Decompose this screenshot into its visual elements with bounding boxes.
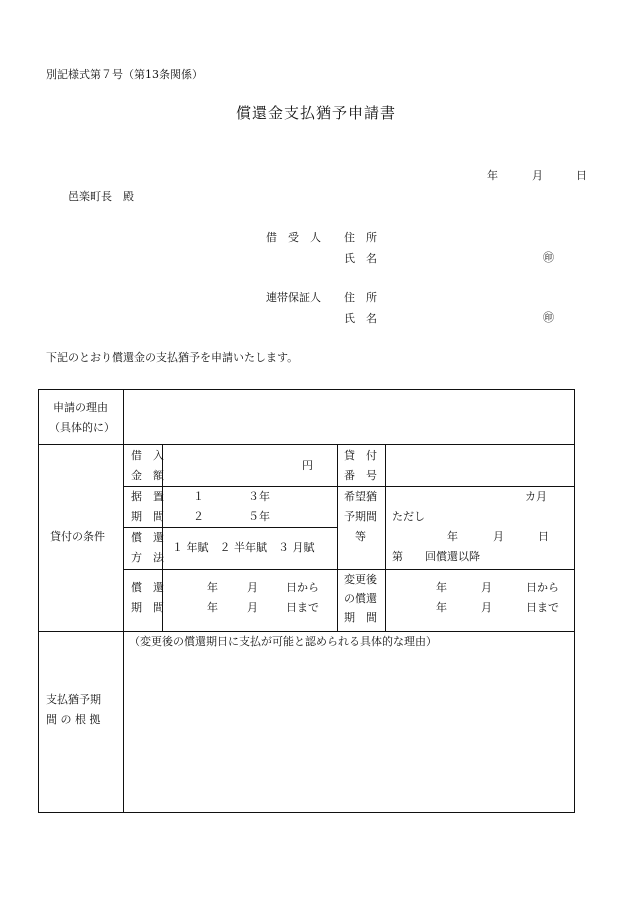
guarantor-label: 連帯保証人 <box>266 291 321 304</box>
borrower-label: 借 受 人 <box>266 231 321 244</box>
changed-period-label-3: 期 間 <box>344 611 377 624</box>
basis-label-2: 間 の 根 拠 <box>46 713 101 726</box>
however-text: ただし <box>392 510 425 523</box>
borrower-seal: ㊞ <box>543 251 554 264</box>
addressee: 邑楽町長 殿 <box>68 190 134 203</box>
guarantor-name-label: 氏 名 <box>344 312 377 325</box>
loan-amount-label-1: 借 入 <box>131 449 164 462</box>
guarantor-address-label: 住 所 <box>344 291 377 304</box>
basis-field[interactable] <box>125 652 572 810</box>
grace-period-label-1: 据 置 <box>131 490 164 503</box>
desired-months[interactable]: カ月 <box>525 490 547 503</box>
method-label-2: 方 法 <box>131 551 164 564</box>
reason-label-sub: （具体的に） <box>49 421 115 434</box>
grace-period-label-2: 期 間 <box>131 510 164 523</box>
grace-option-3yr[interactable]: １ ３年 <box>193 490 270 503</box>
loan-amount-yen: 円 <box>302 459 313 472</box>
intro-text: 下記のとおり償還金の支払猶予を申請いたします。 <box>46 351 299 364</box>
date-day[interactable]: 日 <box>576 169 587 182</box>
borrower-name-label: 氏 名 <box>344 252 377 265</box>
method-label-1: 償 還 <box>131 531 164 544</box>
guarantor-seal: ㊞ <box>543 311 554 324</box>
desired-period-label-1: 希望猶 <box>344 490 377 503</box>
changed-from-month[interactable]: 月 <box>481 581 492 594</box>
loan-number-label-2: 番 号 <box>344 469 377 482</box>
repay-to-year[interactable]: 年 <box>207 601 218 614</box>
borrower-address-label: 住 所 <box>344 231 377 244</box>
changed-to-month[interactable]: 月 <box>481 601 492 614</box>
changed-from-day[interactable]: 日から <box>526 581 559 594</box>
basis-label-1: 支払猶予期 <box>46 693 101 706</box>
reason-label: 申請の理由 <box>53 401 108 414</box>
date-year[interactable]: 年 <box>487 169 498 182</box>
changed-to-year[interactable]: 年 <box>436 601 447 614</box>
desired-date-month[interactable]: 月 <box>493 530 504 543</box>
loan-number-field[interactable] <box>387 446 572 484</box>
changed-from-year[interactable]: 年 <box>436 581 447 594</box>
loan-amount-field[interactable] <box>164 446 298 484</box>
from-installment[interactable]: 第 回償還以降 <box>392 550 480 563</box>
date-month[interactable]: 月 <box>532 169 543 182</box>
desired-period-label-2: 予期間 <box>344 510 377 523</box>
changed-to-day[interactable]: 日まで <box>526 601 559 614</box>
repay-from-year[interactable]: 年 <box>207 581 218 594</box>
changed-period-label-1: 変更後 <box>344 573 377 586</box>
loan-conditions-label: 貸付の条件 <box>50 530 105 543</box>
repay-from-month[interactable]: 月 <box>247 581 258 594</box>
repay-from-day[interactable]: 日から <box>286 581 319 594</box>
grace-option-5yr[interactable]: ２ ５年 <box>193 510 270 523</box>
desired-date-day[interactable]: 日 <box>538 530 549 543</box>
desired-date-year[interactable]: 年 <box>447 530 458 543</box>
loan-number-label-1: 貸 付 <box>344 449 377 462</box>
loan-amount-label-2: 金 額 <box>131 469 164 482</box>
repay-to-month[interactable]: 月 <box>247 601 258 614</box>
method-options[interactable]: １ 年賦 ２ 半年賦 ３ 月賦 <box>172 541 315 554</box>
basis-note: （変更後の償還期日に支払が可能と認められる具体的な理由） <box>129 635 437 648</box>
form-id: 別記様式第７号（第13条関係） <box>46 68 203 81</box>
repay-to-day[interactable]: 日まで <box>286 601 319 614</box>
repay-period-label-2: 期 間 <box>131 601 164 614</box>
changed-period-label-2: の償還 <box>344 592 377 605</box>
desired-period-label-3: 等 <box>355 530 366 543</box>
reason-field[interactable] <box>125 391 572 443</box>
repay-period-label-1: 償 還 <box>131 581 164 594</box>
document-title: 償還金支払猶予申請書 <box>236 104 397 122</box>
